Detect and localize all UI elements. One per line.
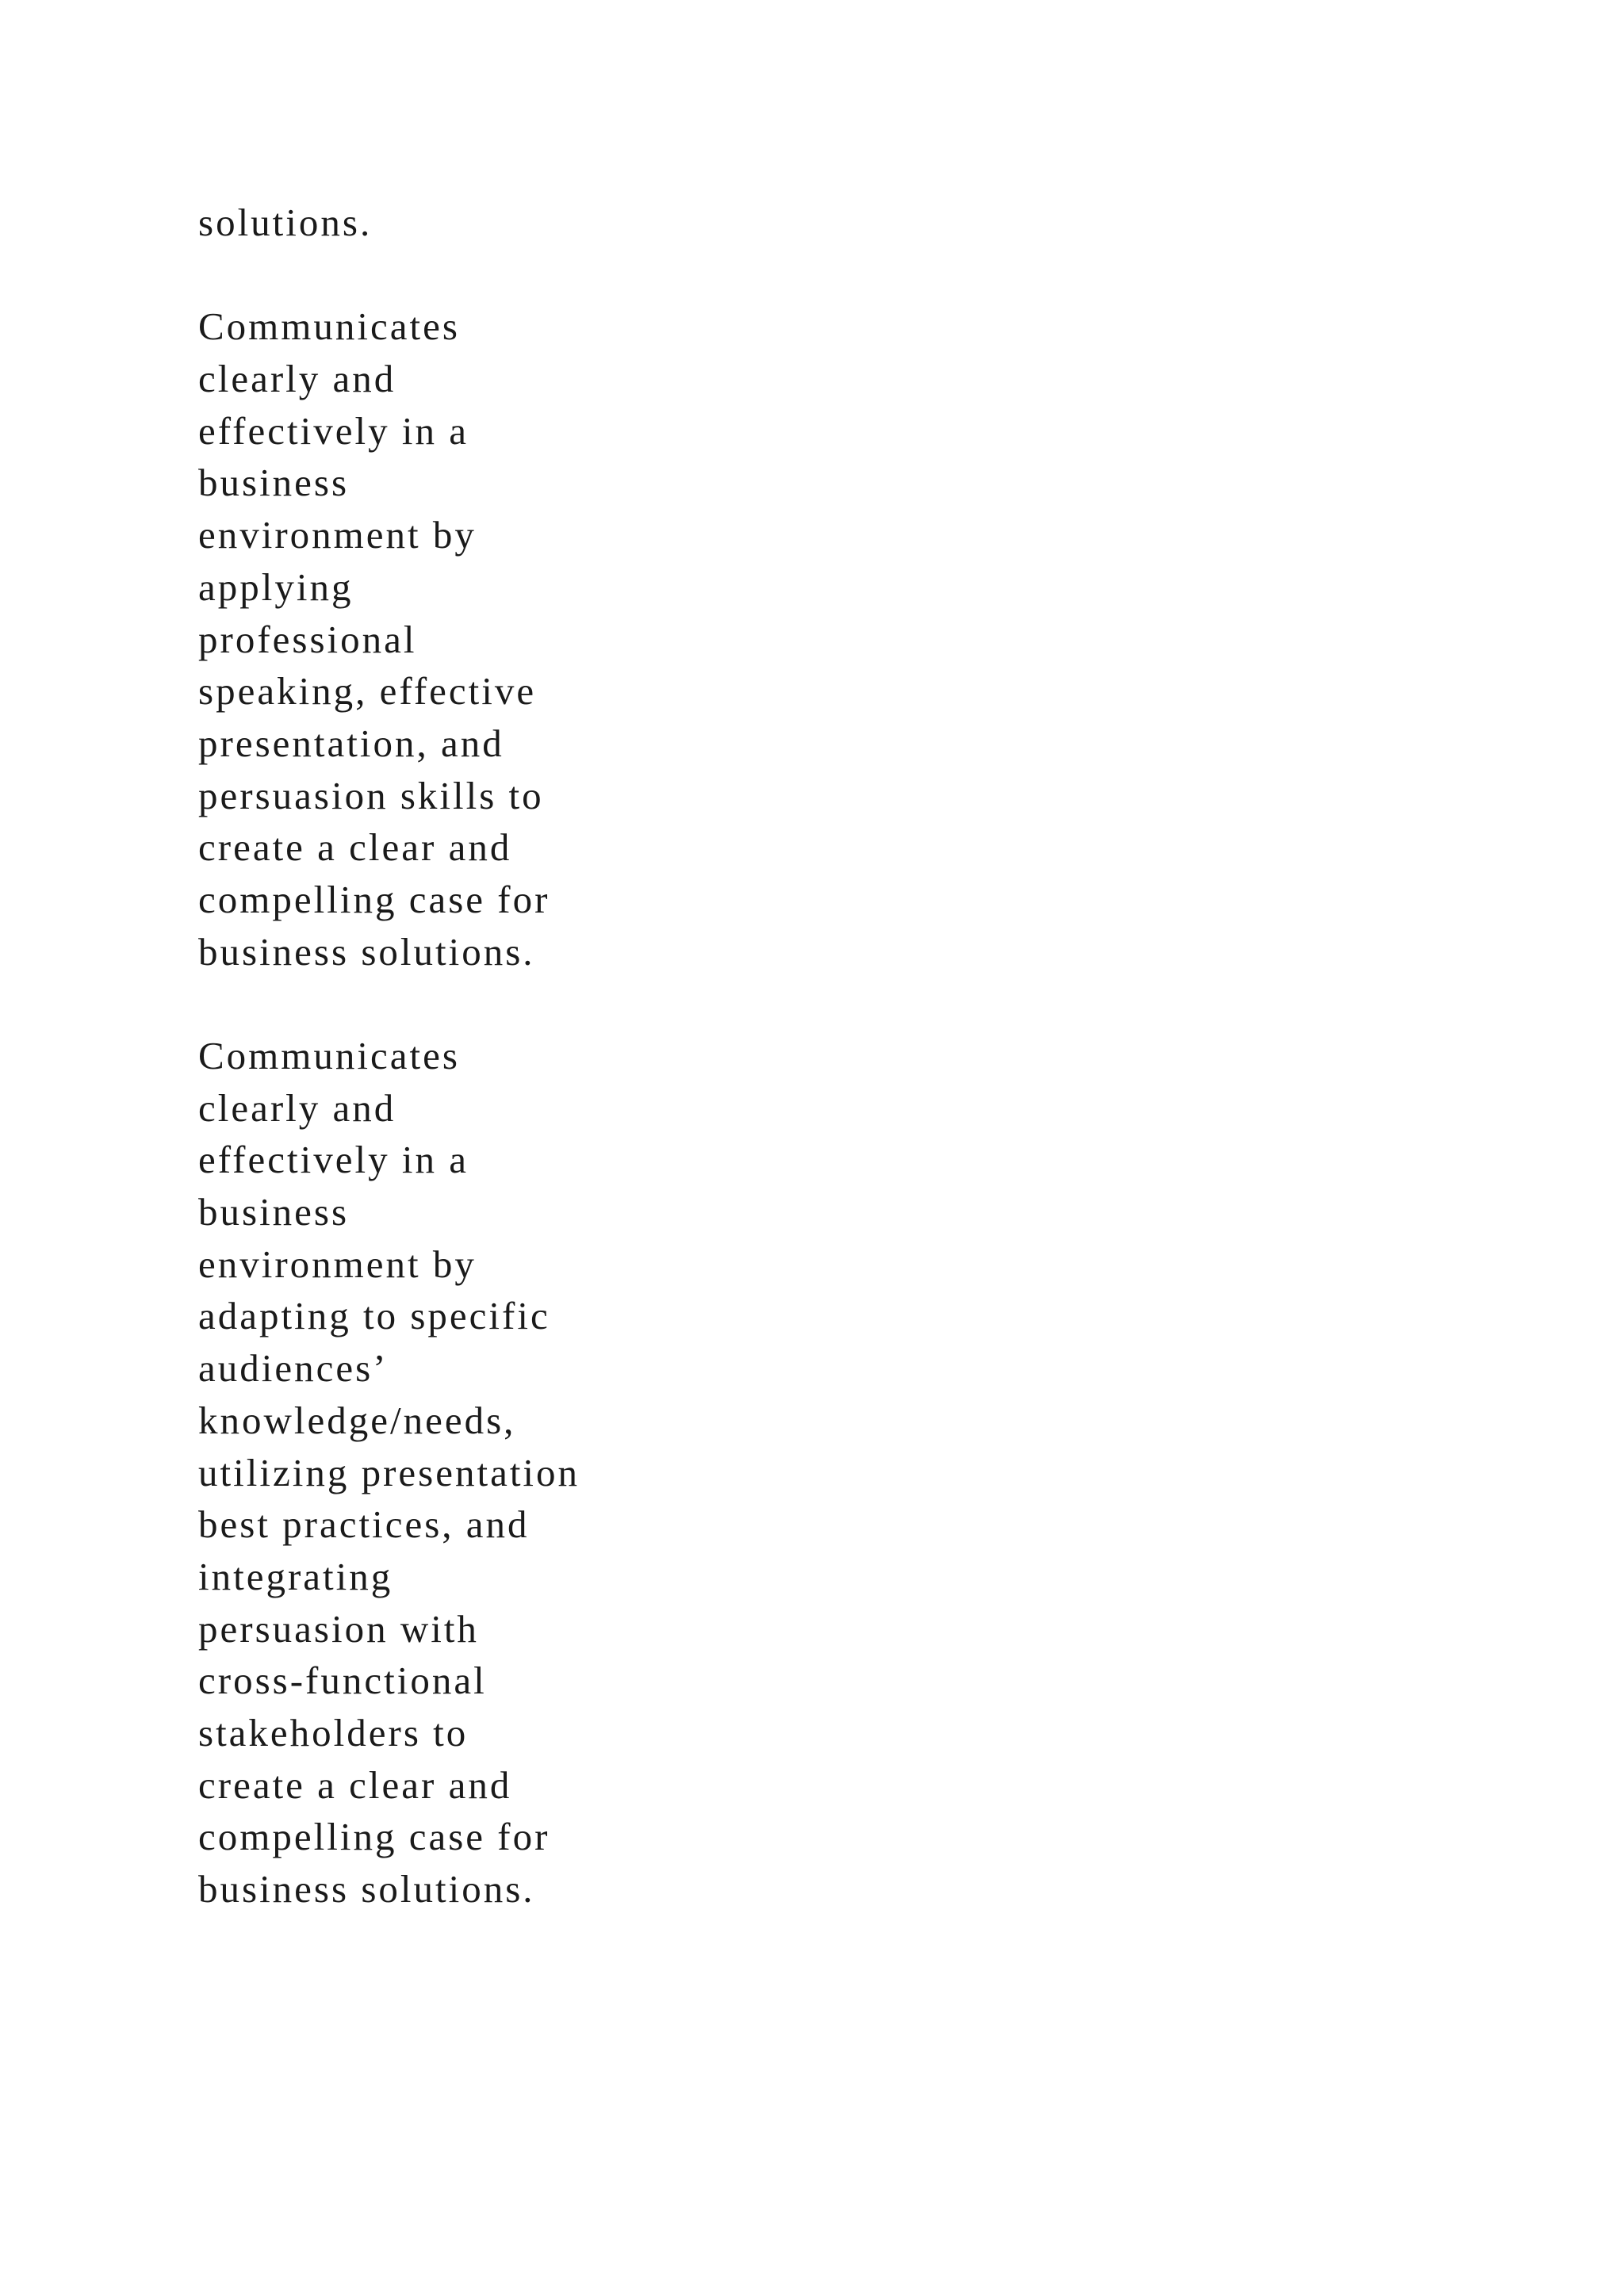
text-line: applying <box>198 564 354 609</box>
text-line: create a clear and <box>198 1762 512 1807</box>
text-line: compelling case for <box>198 1815 550 1859</box>
text-line: integrating <box>198 1554 393 1598</box>
text-line: cross-functional <box>198 1659 487 1703</box>
text-line: presentation, and <box>198 721 504 765</box>
paragraph-1 <box>198 197 991 249</box>
text-line: effectively in a <box>198 1138 469 1182</box>
paragraph-2 <box>198 300 991 978</box>
text-line: clearly and <box>198 1085 396 1130</box>
text-line: persuasion with <box>198 1606 479 1651</box>
text-line: professional <box>198 617 417 661</box>
text-line: solutions. <box>198 201 373 244</box>
text-line: business <box>198 1190 350 1234</box>
text-line: business solutions. <box>198 1867 535 1911</box>
text-line: best practices, and <box>198 1502 530 1547</box>
text-line: business solutions. <box>198 929 535 974</box>
text-line: environment by <box>198 513 477 557</box>
text-line: effectively in a <box>198 408 469 453</box>
text-line: compelling case for <box>198 877 550 921</box>
text-line: Communicates <box>198 1034 460 1077</box>
text-line: Communicates <box>198 304 460 349</box>
text-line: utilizing presentation <box>198 1450 580 1494</box>
text-line: stakeholders to <box>198 1710 469 1755</box>
text-line: environment by <box>198 1242 477 1286</box>
text-line: speaking, effective <box>198 669 537 714</box>
text-line: persuasion skills to <box>198 773 544 817</box>
text-line: knowledge/needs, <box>198 1398 516 1442</box>
text-line: create a clear and <box>198 825 512 870</box>
paragraph-gap <box>198 249 991 301</box>
paragraph-3 <box>198 1030 991 1915</box>
text-line: adapting to specific <box>198 1294 550 1338</box>
text-line: business <box>198 461 350 505</box>
paragraph-gap <box>198 978 991 1030</box>
text-line: clearly and <box>198 357 396 401</box>
text-line: audiences’ <box>198 1346 389 1391</box>
text-column <box>198 197 991 1915</box>
